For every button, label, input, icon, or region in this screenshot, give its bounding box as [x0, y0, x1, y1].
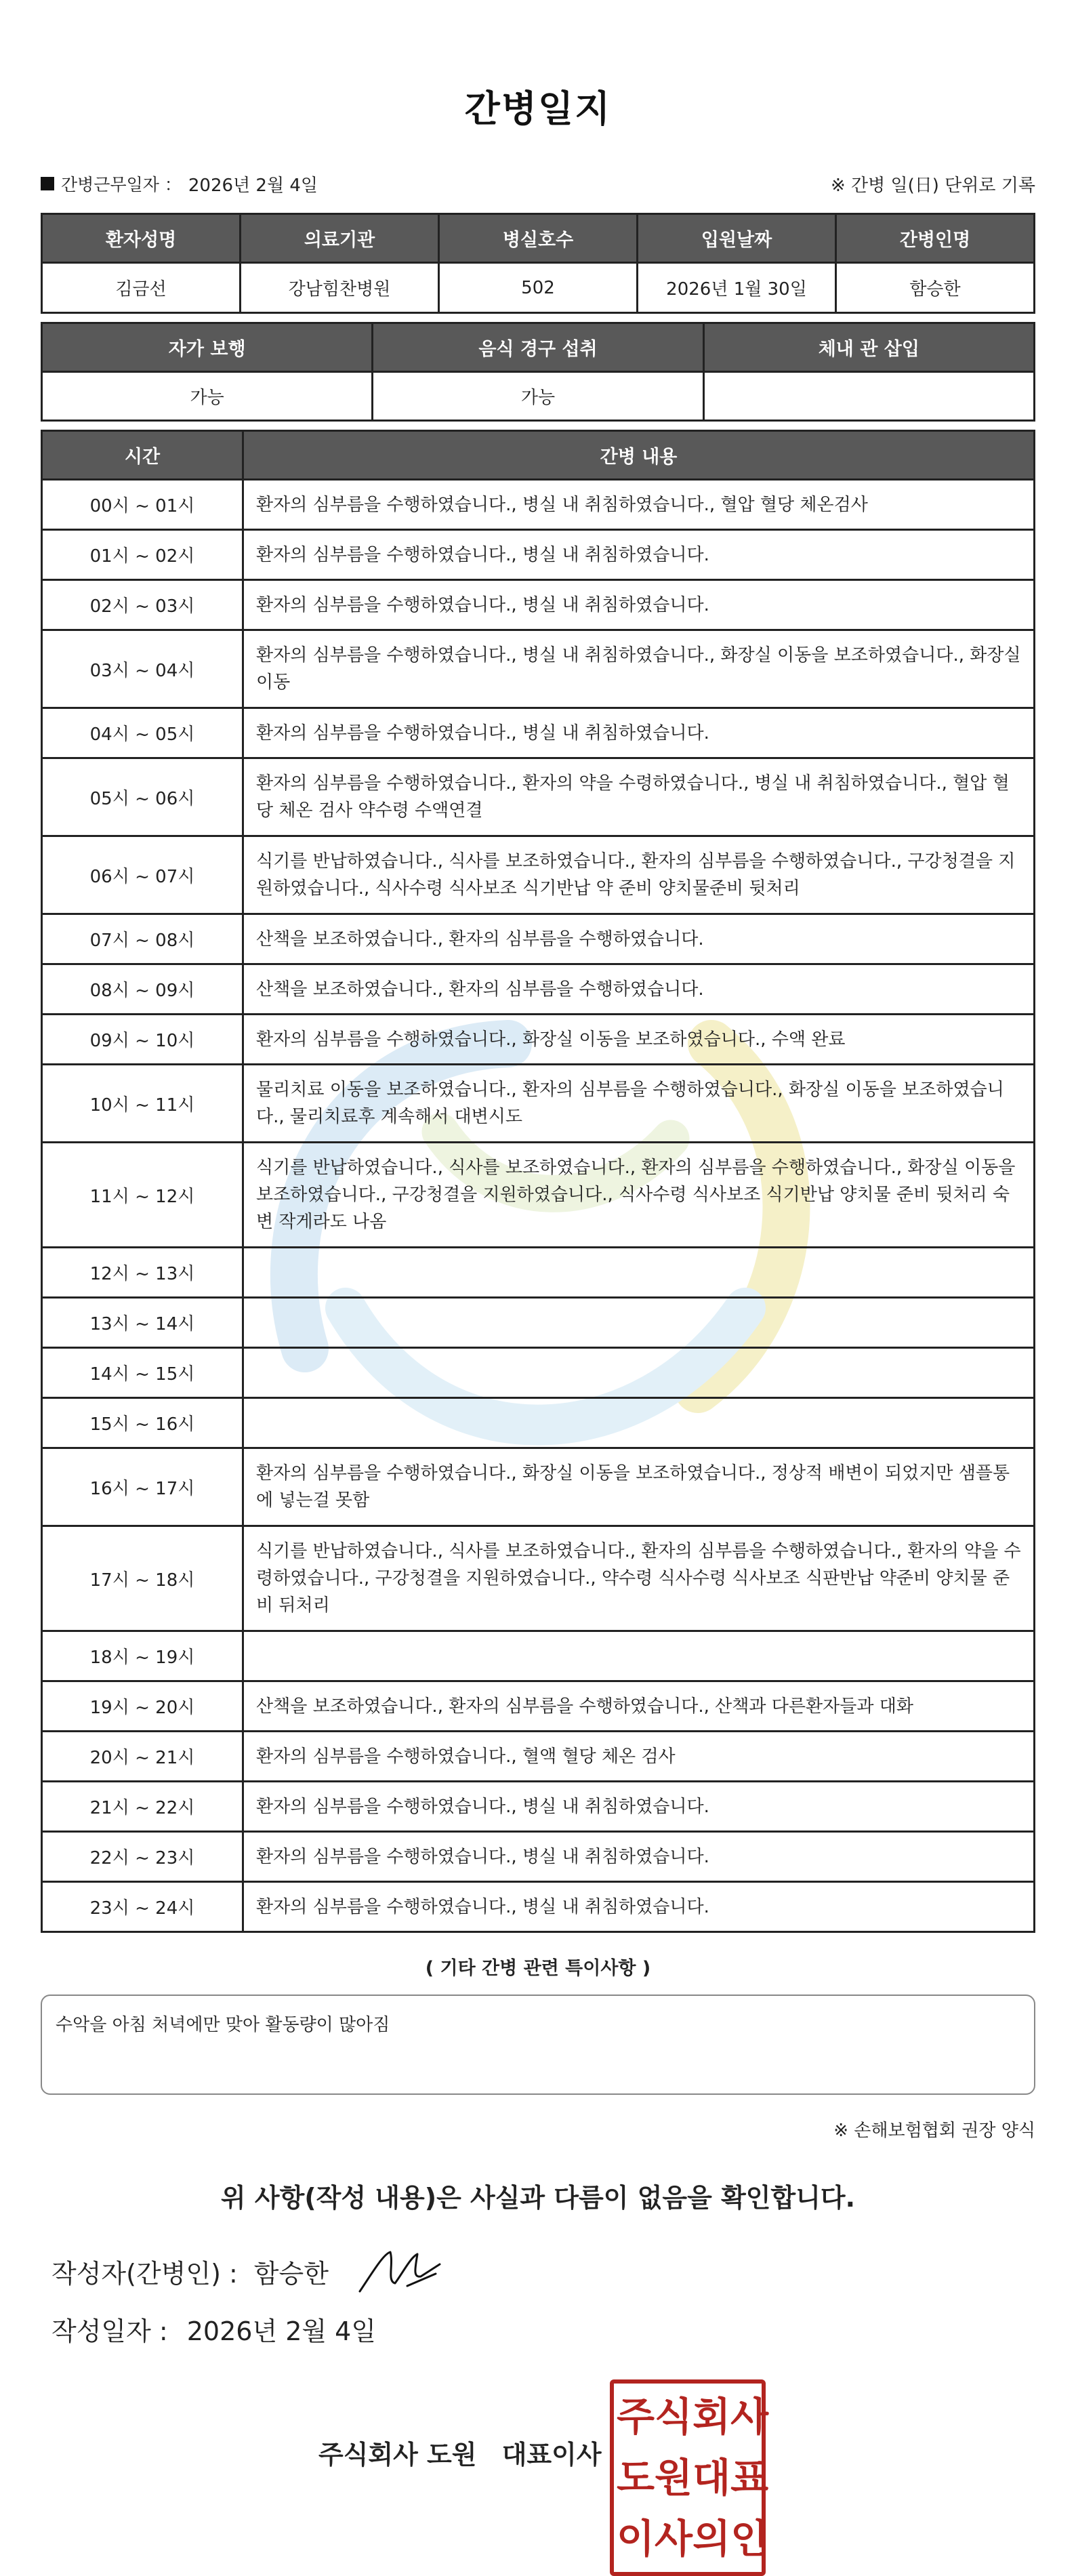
- table-row: [42, 263, 1035, 313]
- table-row: [42, 1631, 1035, 1681]
- content-cell: 환자의 심부름을 수행하였습니다., 화장실 이동을 보조하였습니다., 수액 완료: [243, 1015, 1035, 1065]
- content-cell: 식기를 반납하였습니다., 식사를 보조하였습니다., 환자의 심부름을 수행하였습니다., 환자의 약을 수령하였습니다., 구강청결을 지원하였습니다., 약수령 식사수령 식사보조 식판반납 약준비 양치물 준비 뒤처리: [243, 1526, 1035, 1631]
- table-row: [42, 1448, 1035, 1526]
- time-cell: 02시 ~ 03시: [42, 580, 243, 630]
- time-cell: 05시 ~ 06시: [42, 758, 243, 836]
- seal-char: 주: [617, 2394, 655, 2440]
- table-row: [42, 1681, 1035, 1732]
- oral-intake-value: 가능: [373, 372, 703, 421]
- content-cell: 환자의 심부름을 수행하였습니다., 병실 내 취침하였습니다.: [243, 1882, 1035, 1932]
- time-cell: 23시 ~ 24시: [42, 1882, 243, 1932]
- work-date-value: 2026년 2월 4일: [188, 175, 318, 196]
- table-row: [42, 708, 1035, 758]
- time-cell: 14시 ~ 15시: [42, 1348, 243, 1398]
- time-cell: 12시 ~ 13시: [42, 1248, 243, 1298]
- table-row: [42, 1526, 1035, 1631]
- table-row: [42, 1732, 1035, 1782]
- content-cell: 식기를 반납하였습니다., 식사를 보조하였습니다., 환자의 심부름을 수행하였습니다., 화장실 이동을 보조하였습니다., 구강청결을 지원하였습니다., 식사수령 식사보조 식기반납 양치물 준비 뒷처리 숙변 작게라도 나옴: [243, 1143, 1035, 1248]
- table-row: [42, 480, 1035, 530]
- document-title: 간병일지: [464, 87, 612, 130]
- content-cell: 환자의 심부름을 수행하였습니다., 병실 내 취침하였습니다.: [243, 708, 1035, 758]
- table-row: [42, 1065, 1035, 1143]
- content-cell: 환자의 심부름을 수행하였습니다., 병실 내 취침하였습니다.: [243, 1832, 1035, 1882]
- patient-name: 김금선: [42, 263, 241, 313]
- seal-char: 도: [617, 2455, 655, 2501]
- unit-note: ※ 간병 일(日) 단위로 기록: [830, 175, 1035, 196]
- seal-char: 식: [655, 2394, 693, 2440]
- time-cell: 21시 ~ 22시: [42, 1782, 243, 1832]
- content-cell: 식기를 반납하였습니다., 식사를 보조하였습니다., 환자의 심부름을 수행하였습니다., 구강청결을 지원하였습니다., 식사수령 식사보조 식기반납 약 준비 양치물준비 뒷처리: [243, 836, 1035, 914]
- seal-char: 의: [692, 2516, 731, 2562]
- content-cell: 환자의 심부름을 수행하였습니다., 혈액 혈당 체온 검사: [243, 1732, 1035, 1782]
- table-row: [42, 580, 1035, 630]
- time-cell: 08시 ~ 09시: [42, 964, 243, 1015]
- content-cell: 산책을 보조하였습니다., 환자의 심부름을 수행하였습니다., 산책과 다른환자들과 대화: [243, 1681, 1035, 1732]
- form-source-note: ※ 손해보험협회 권장 양식: [833, 2121, 1035, 2141]
- room-number: 502: [439, 263, 638, 313]
- admission-date: 2026년 1월 30일: [638, 263, 836, 313]
- hospital-name: 강남힘찬병원: [241, 263, 439, 313]
- company-representative-title: 대표이사: [501, 2440, 602, 2470]
- content-cell: 물리치료 이동을 보조하였습니다., 환자의 심부름을 수행하였습니다., 화장실 이동을 보조하였습니다., 물리치료후 계속해서 대변시도: [243, 1065, 1035, 1143]
- time-cell: 04시 ~ 05시: [42, 708, 243, 758]
- time-cell: 00시 ~ 01시: [42, 480, 243, 530]
- time-cell: 10시 ~ 11시: [42, 1065, 243, 1143]
- content-cell: [243, 1398, 1035, 1448]
- table-row: [42, 1248, 1035, 1298]
- header-self-walking: 자가 보행: [42, 323, 373, 372]
- content-cell: [243, 1631, 1035, 1681]
- header-room-number: 병실호수: [439, 214, 638, 263]
- time-cell: 19시 ~ 20시: [42, 1681, 243, 1732]
- seal-characters: [617, 2386, 769, 2569]
- content-cell: 환자의 심부름을 수행하였습니다., 병실 내 취침하였습니다.: [243, 580, 1035, 630]
- seal-char: 회: [692, 2394, 731, 2440]
- seal-char: 인: [730, 2516, 769, 2562]
- time-cell: 03시 ~ 04시: [42, 630, 243, 708]
- table-row: [42, 1782, 1035, 1832]
- content-cell: [243, 1298, 1035, 1348]
- author-label: 작성자(간병인) :: [51, 2258, 238, 2289]
- time-cell: 13시 ~ 14시: [42, 1298, 243, 1348]
- header-time: 시간: [42, 431, 243, 480]
- table-row: [42, 758, 1035, 836]
- signature-icon: [353, 2244, 448, 2298]
- content-cell: [243, 1348, 1035, 1398]
- meta-row: [41, 169, 1035, 198]
- author-row: [41, 2244, 1035, 2298]
- header-admission-date: 입원날짜: [638, 214, 836, 263]
- header-tube-insertion: 체내 관 삽입: [703, 323, 1034, 372]
- confirmation-statement: 위 사항(작성 내용)은 사실과 다름이 없음을 확인합니다.: [220, 2183, 856, 2213]
- seal-char: 원: [655, 2455, 693, 2501]
- table-row: [42, 530, 1035, 580]
- company-name: 주식회사 도원: [318, 2440, 477, 2470]
- square-bullet-icon: [41, 177, 54, 190]
- content-cell: 환자의 심부름을 수행하였습니다., 병실 내 취침하였습니다., 화장실 이동을 보조하였습니다., 화장실 이동: [243, 630, 1035, 708]
- seal-char: 표: [730, 2455, 769, 2501]
- content-cell: 환자의 심부름을 수행하였습니다., 병실 내 취침하였습니다., 혈압 혈당 체온검사: [243, 480, 1035, 530]
- time-cell: 07시 ~ 08시: [42, 914, 243, 964]
- special-notes-box: 수악을 아침 처녁에만 맞아 활동량이 많아짐: [41, 1995, 1035, 2095]
- header-care-content: 간병 내용: [243, 431, 1035, 480]
- special-notes-title: ( 기타 간병 관련 특이사항 ): [425, 1958, 651, 1979]
- work-date-label: 간병근무일자 ：: [61, 175, 182, 195]
- time-cell: 18시 ~ 19시: [42, 1631, 243, 1681]
- written-date-label: 작성일자 :: [51, 2316, 168, 2346]
- time-cell: 20시 ~ 21시: [42, 1732, 243, 1782]
- content-cell: 환자의 심부름을 수행하였습니다., 병실 내 취침하였습니다.: [243, 530, 1035, 580]
- work-date: [41, 171, 318, 197]
- content-cell: 환자의 심부름을 수행하였습니다., 환자의 약을 수령하였습니다., 병실 내 취침하였습니다., 혈압 혈당 체온 검사 약수령 수액연결: [243, 758, 1035, 836]
- seal-char: 대: [692, 2455, 731, 2501]
- header-caregiver-name: 간병인명: [836, 214, 1035, 263]
- table-row: [42, 1348, 1035, 1398]
- time-cell: 01시 ~ 02시: [42, 530, 243, 580]
- written-date-value: 2026년 2월 4일: [186, 2316, 377, 2346]
- table-header-row: [42, 214, 1035, 263]
- seal-char: 사: [730, 2394, 769, 2440]
- content-cell: 환자의 심부름을 수행하였습니다., 화장실 이동을 보조하였습니다., 정상적 배변이 되었지만 샘플통에 넣는걸 못함: [243, 1448, 1035, 1526]
- table-row: [42, 914, 1035, 964]
- table-row: [42, 964, 1035, 1015]
- table-row: [42, 372, 1035, 421]
- seal-char: 사: [655, 2516, 693, 2562]
- care-log-table: [41, 430, 1035, 1933]
- table-row: [42, 1832, 1035, 1882]
- self-walking-value: 가능: [42, 372, 373, 421]
- table-row: [42, 836, 1035, 914]
- written-date-row: [41, 2305, 1035, 2352]
- table-header-row: [42, 323, 1035, 372]
- table-row: [42, 1143, 1035, 1248]
- table-header-row: [42, 431, 1035, 480]
- time-cell: 16시 ~ 17시: [42, 1448, 243, 1526]
- caregiver-name: 함승한: [836, 263, 1035, 313]
- content-cell: 환자의 심부름을 수행하였습니다., 병실 내 취침하였습니다.: [243, 1782, 1035, 1832]
- time-cell: 09시 ~ 10시: [42, 1015, 243, 1065]
- tube-insertion-value: [703, 372, 1034, 421]
- table-row: [42, 1882, 1035, 1932]
- company-seal: [610, 2379, 769, 2576]
- table-row: [42, 1398, 1035, 1448]
- time-cell: 15시 ~ 16시: [42, 1398, 243, 1448]
- seal-char: 이: [617, 2516, 655, 2562]
- patient-ability-table: [41, 322, 1035, 422]
- header-patient-name: 환자성명: [42, 214, 241, 263]
- author-name: 함승한: [253, 2258, 329, 2289]
- time-cell: 17시 ~ 18시: [42, 1526, 243, 1631]
- content-cell: 산책을 보조하였습니다., 환자의 심부름을 수행하였습니다.: [243, 914, 1035, 964]
- table-row: [42, 1015, 1035, 1065]
- company-row: [41, 2379, 1035, 2562]
- time-cell: 06시 ~ 07시: [42, 836, 243, 914]
- content-cell: [243, 1248, 1035, 1298]
- header-hospital: 의료기관: [241, 214, 439, 263]
- table-row: [42, 1298, 1035, 1348]
- patient-info-table: [41, 213, 1035, 314]
- header-oral-intake: 음식 경구 섭취: [373, 323, 703, 372]
- time-cell: 11시 ~ 12시: [42, 1143, 243, 1248]
- table-row: [42, 630, 1035, 708]
- time-cell: 22시 ~ 23시: [42, 1832, 243, 1882]
- content-cell: 산책을 보조하였습니다., 환자의 심부름을 수행하였습니다.: [243, 964, 1035, 1015]
- company-signature: [318, 2434, 602, 2471]
